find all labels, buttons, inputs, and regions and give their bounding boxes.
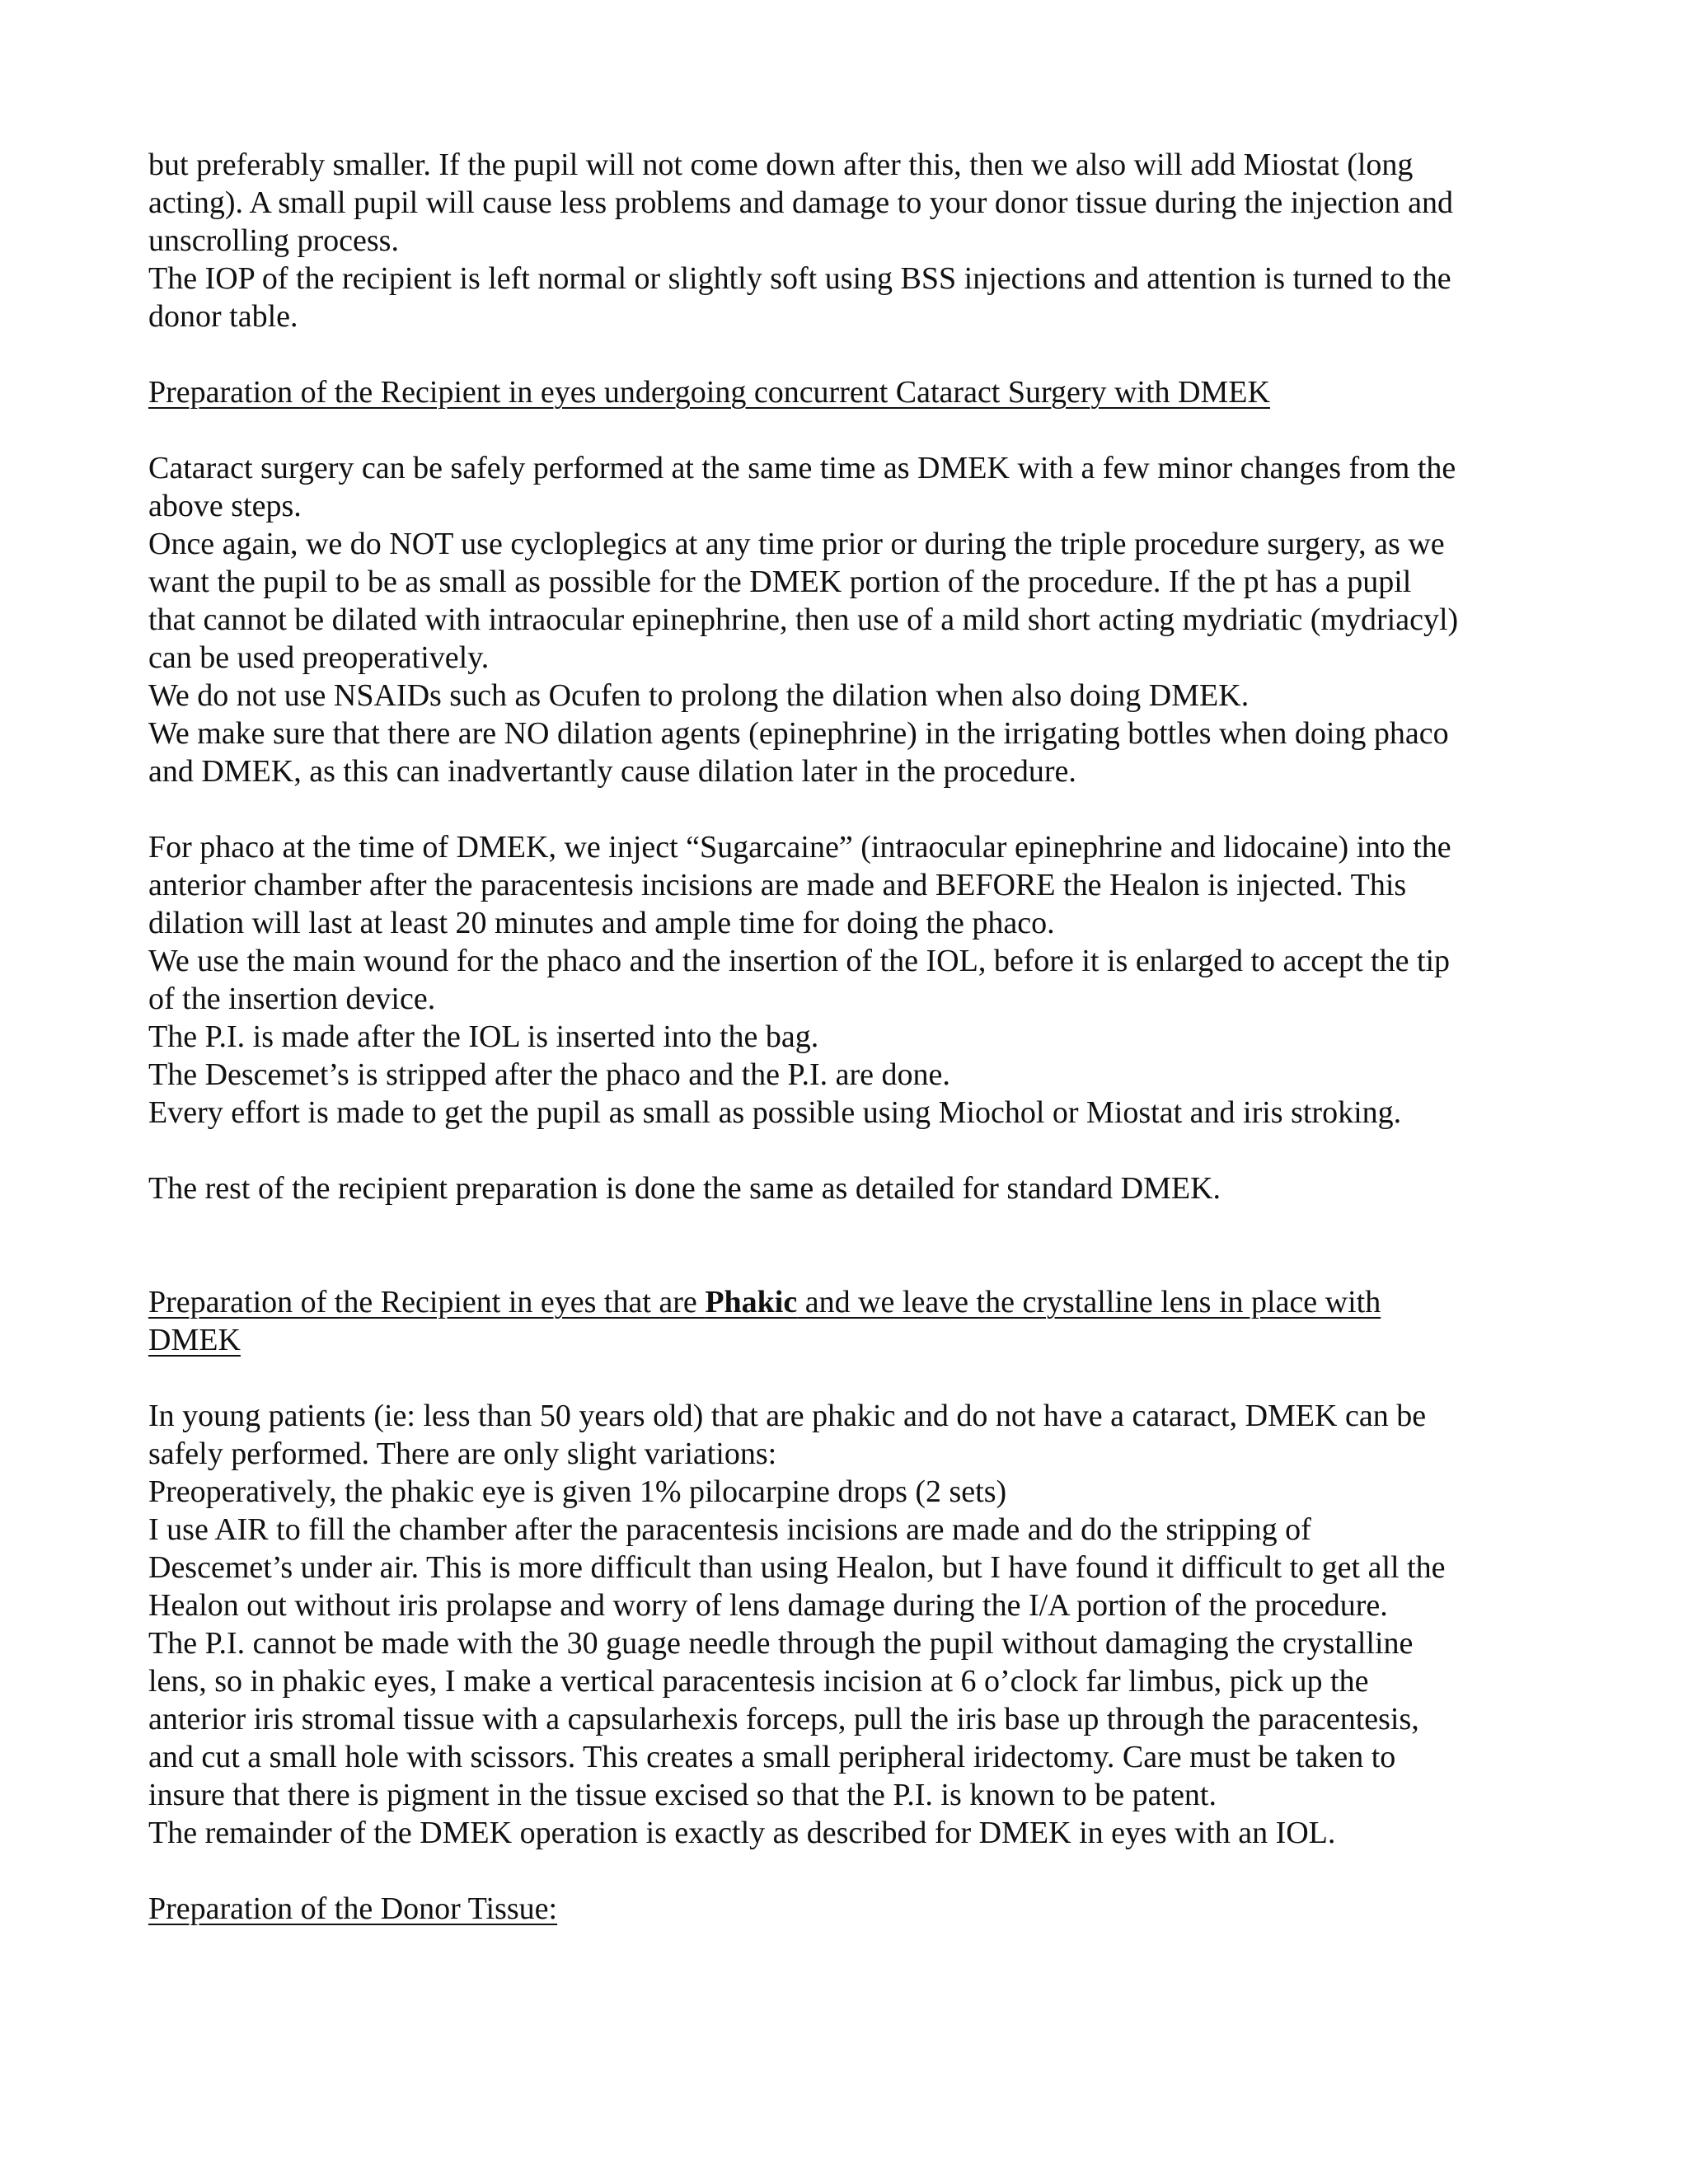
text-line: We make sure that there are NO dilation agents (epinephrine) in the irrigating bottles when doing phaco bbox=[148, 716, 1449, 751]
text-line: above steps. bbox=[148, 489, 302, 523]
phakic-paragraph bbox=[148, 1397, 1550, 1852]
text-line: but preferably smaller. If the pupil will not come down after this, then we also will add Miostat (long bbox=[148, 148, 1414, 182]
intro-paragraph bbox=[148, 146, 1550, 335]
text-line: unscrolling process. bbox=[148, 223, 399, 258]
text-line: Cataract surgery can be safely performed at the same time as DMEK with a few minor changes from the bbox=[148, 451, 1456, 485]
text-line: We use the main wound for the phaco and the insertion of the IOL, before it is enlarged to accept the tip bbox=[148, 944, 1451, 978]
text-line: acting). A small pupil will cause less problems and damage to your donor tissue during the injection and bbox=[148, 185, 1454, 220]
text-line: The Descemet’s is stripped after the phaco and the P.I. are done. bbox=[148, 1057, 950, 1092]
text-line: and cut a small hole with scissors. This creates a small peripheral iridectomy. Care must be taken to bbox=[148, 1740, 1396, 1774]
text-line: Once again, we do NOT use cycloplegics at any time prior or during the triple procedure surgery, as we bbox=[148, 527, 1445, 561]
document-page bbox=[148, 146, 1550, 1928]
text-line: and DMEK, as this can inadvertantly cause dilation later in the procedure. bbox=[148, 754, 1076, 789]
text-line: The remainder of the DMEK operation is exactly as described for DMEK in eyes with an IOL. bbox=[148, 1816, 1336, 1850]
spacer bbox=[148, 1852, 1550, 1890]
text-line: For phaco at the time of DMEK, we inject “Sugarcaine” (intraocular epinephrine and lidocaine) into the bbox=[148, 830, 1451, 865]
text-line: Healon out without iris prolapse and worry of lens damage during the I/A portion of the procedure. bbox=[148, 1588, 1388, 1623]
spacer bbox=[148, 335, 1550, 373]
heading-line bbox=[148, 1283, 1550, 1321]
text-line: donor table. bbox=[148, 299, 298, 334]
heading-bold-text: Phakic bbox=[705, 1285, 798, 1319]
text-line: In young patients (ie: less than 50 years old) that are phakic and do not have a cataract, DMEK can be bbox=[148, 1399, 1427, 1433]
text-line: insure that there is pigment in the tissue excised so that the P.I. is known to be patent. bbox=[148, 1778, 1217, 1812]
text-line: safely performed. There are only slight variations: bbox=[148, 1436, 777, 1471]
heading-line: DMEK bbox=[148, 1323, 241, 1357]
spacer bbox=[148, 411, 1550, 449]
section-heading-phakic bbox=[148, 1283, 1550, 1359]
spacer bbox=[148, 1359, 1550, 1397]
section-heading-donor: Preparation of the Donor Tissue: bbox=[148, 1891, 558, 1926]
text-line: The P.I. is made after the IOL is inserted into the bag. bbox=[148, 1019, 819, 1054]
cataract-paragraph-2 bbox=[148, 828, 1550, 1132]
cataract-paragraph-3: The rest of the recipient preparation is done the same as detailed for standard DMEK. bbox=[148, 1171, 1221, 1206]
cataract-paragraph-1 bbox=[148, 449, 1550, 790]
text-line: The P.I. cannot be made with the 30 guage needle through the pupil without damaging the crystalline bbox=[148, 1626, 1414, 1661]
text-line: that cannot be dilated with intraocular epinephrine, then use of a mild short acting mydriatic (mydriacyl) bbox=[148, 602, 1459, 637]
spacer bbox=[148, 790, 1550, 828]
heading-text: Preparation of the Recipient in eyes that are bbox=[148, 1285, 706, 1319]
text-line: lens, so in phakic eyes, I make a vertical paracentesis incision at 6 o’clock far limbus, pick up the bbox=[148, 1664, 1369, 1699]
section-heading-cataract: Preparation of the Recipient in eyes undergoing concurrent Cataract Surgery with DMEK bbox=[148, 375, 1270, 410]
text-line: of the insertion device. bbox=[148, 982, 436, 1016]
text-line: Every effort is made to get the pupil as small as possible using Miochol or Miostat and iris stroking. bbox=[148, 1095, 1402, 1130]
text-line: Descemet’s under air. This is more difficult than using Healon, but I have found it difficult to get all the bbox=[148, 1550, 1446, 1585]
text-line: can be used preoperatively. bbox=[148, 640, 490, 675]
text-line: Preoperatively, the phakic eye is given 1% pilocarpine drops (2 sets) bbox=[148, 1474, 1007, 1509]
text-line: dilation will last at least 20 minutes and ample time for doing the phaco. bbox=[148, 906, 1055, 940]
text-line: We do not use NSAIDs such as Ocufen to prolong the dilation when also doing DMEK. bbox=[148, 678, 1250, 713]
text-line: I use AIR to fill the chamber after the paracentesis incisions are made and do the stripping of bbox=[148, 1512, 1311, 1547]
text-line: anterior chamber after the paracentesis incisions are made and BEFORE the Healon is injected. This bbox=[148, 868, 1407, 902]
spacer bbox=[148, 1132, 1550, 1169]
spacer bbox=[148, 1207, 1550, 1283]
text-line: anterior iris stromal tissue with a capsularhexis forceps, pull the iris base up through the paracentesis, bbox=[148, 1702, 1419, 1736]
text-line: The IOP of the recipient is left normal or slightly soft using BSS injections and attention is turned to the bbox=[148, 261, 1451, 296]
text-line: want the pupil to be as small as possible for the DMEK portion of the procedure. If the pt has a pupil bbox=[148, 565, 1412, 599]
heading-text: and we leave the crystalline lens in place with bbox=[797, 1285, 1381, 1319]
